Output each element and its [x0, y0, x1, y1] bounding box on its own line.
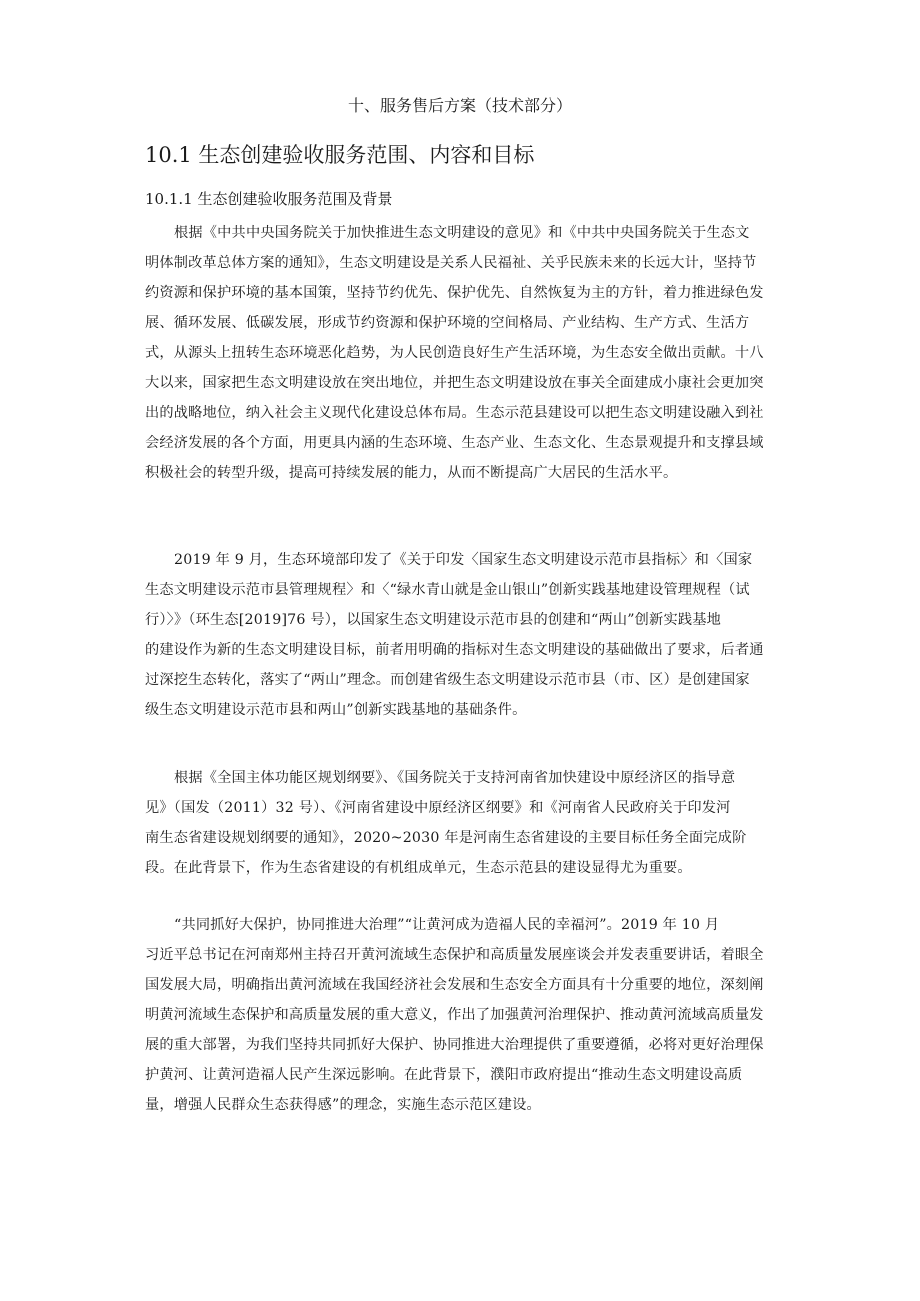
- text-line: 明体制改革总体方案的通知》，生态文明建设是关系人民福祉、关乎民族未来的长远大计，坚持节: [145, 255, 757, 271]
- paragraph-yellow-river: [145, 910, 805, 1120]
- text-line: 见》（国发（2011）32 号）、《河南省建设中原经济区纲要》和《河南省人民政府关于印发河: [145, 800, 731, 816]
- text-line: 根据《中共中央国务院关于加快推进生态文明建设的意见》和《中共中央国务院关于生态文: [174, 225, 750, 241]
- section-heading: 10.1 生态创建验收服务范围、内容和目标: [145, 143, 535, 167]
- text-line: 大以来，国家把生态文明建设放在突出地位，并把生态文明建设放在事关全面建成小康社会更加突: [145, 375, 764, 391]
- text-line: 出的战略地位，纳入社会主义现代化建设总体布局。生态示范县建设可以把生态文明建设融入到社: [145, 405, 764, 421]
- text-line: 护黄河、让黄河造福人民产生深远影响。在此背景下，濮阳市政府提出“推动生态文明建设高质: [145, 1067, 743, 1083]
- document-title: 十、服务售后方案（技术部分）: [347, 96, 572, 115]
- text-line: “共同抓好大保护，协同推进大治理”“让黄河成为造福人民的幸福河”。2019 年 10 月: [174, 917, 720, 933]
- text-line: 习近平总书记在河南郑州主持召开黄河流域生态保护和高质量发展座谈会并发表重要讲话，着眼全: [145, 947, 764, 963]
- text-line: 的建设作为新的生态文明建设目标，前者用明确的指标对生态文明建设的基础做出了要求，后者通: [145, 642, 764, 658]
- text-line: 约资源和保护环境的基本国策，坚持节约优先、保护优先、自然恢复为主的方针，着力推进绿色发: [145, 285, 764, 301]
- text-line: 行）〉》（环生态[2019]76 号），以国家生态文明建设示范市县的创建和“两山”创新实践基地: [145, 612, 721, 628]
- text-line: 展的重大部署，为我们坚持共同抓好大保护、协同推进大治理提供了重要遵循，必将对更好治理保: [145, 1037, 764, 1053]
- subsection-heading: 10.1.1 生态创建验收服务范围及背景: [145, 190, 393, 208]
- text-line: 明黄河流域生态保护和高质量发展的重大意义，作出了加强黄河治理保护、推动黄河流域高质量发: [145, 1007, 764, 1023]
- text-line: 积极社会的转型升级，提高可持续发展的能力，从而不断提高广大居民的生活水平。: [145, 465, 678, 481]
- text-line: 量，增强人民群众生态获得感”的理念，实施生态示范区建设。: [145, 1097, 541, 1113]
- paragraph-2019-notice: [145, 545, 805, 725]
- text-line: 级生态文明建设示范市县和两山”创新实践基地的基础条件。: [145, 702, 527, 718]
- text-line: 南生态省建设规划纲要的通知》，2020~2030 年是河南生态省建设的主要目标任务全面完成阶: [145, 830, 747, 846]
- text-line: 2019 年 9 月，生态环境部印发了《关于印发〈国家生态文明建设示范市县指标〉和〈国家: [174, 552, 753, 568]
- paragraph-henan-plan: [145, 763, 805, 883]
- paragraph-policy-background: [145, 218, 805, 488]
- text-line: 式，从源头上扭转生态环境恶化趋势，为人民创造良好生产生活环境，为生态安全做出贡献。十八: [145, 345, 764, 361]
- text-line: 国发展大局，明确指出黄河流域在我国经济社会发展和生态安全方面具有十分重要的地位，深刻阐: [145, 977, 764, 993]
- text-line: 根据《全国主体功能区规划纲要》、《国务院关于支持河南省加快建设中原经济区的指导意: [174, 770, 736, 786]
- text-line: 过深挖生态转化，落实了“两山”理念。而创建省级生态文明建设示范市县（市、区）是创建国家: [145, 672, 750, 688]
- text-line: 生态文明建设示范市县管理规程〉和〈“绿水青山就是金山银山”创新实践基地建设管理规程（试: [145, 582, 750, 598]
- text-line: 会经济发展的各个方面，用更具内涵的生态环境、生态产业、生态文化、生态景观提升和支撑县域: [145, 435, 764, 451]
- text-line: 展、循环发展、低碳发展，形成节约资源和保护环境的空间格局、产业结构、生产方式、生活方: [145, 315, 750, 331]
- text-line: 段。在此背景下，作为生态省建设的有机组成单元，生态示范县的建设显得尤为重要。: [145, 860, 692, 876]
